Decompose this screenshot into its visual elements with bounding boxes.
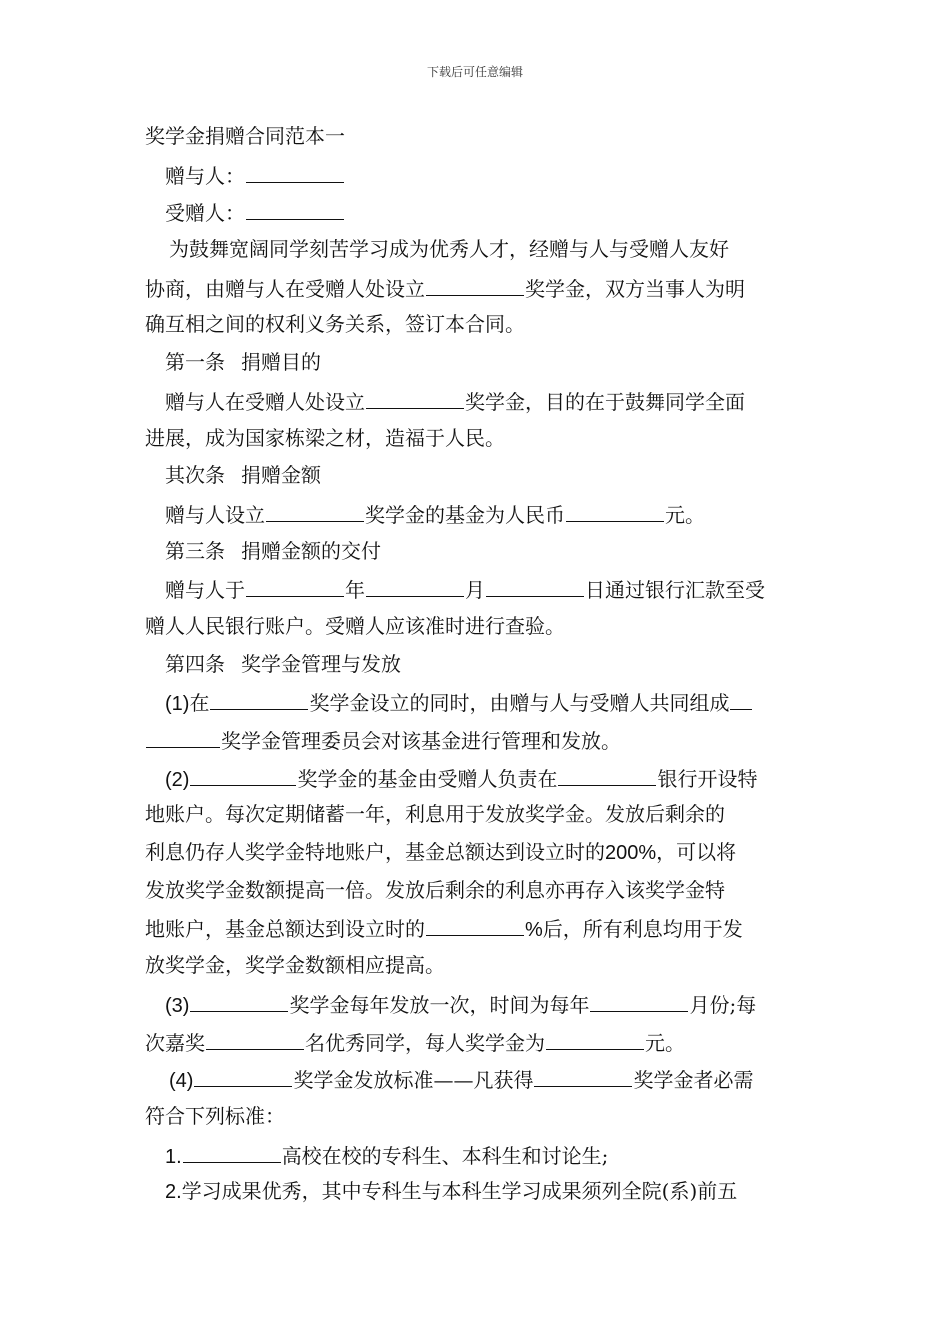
article-3-month-label: 月 bbox=[465, 578, 485, 603]
article-4-number: 第四条 bbox=[165, 651, 225, 676]
donor-label: 赠与人： bbox=[165, 163, 245, 188]
intro-line-1: 为鼓舞宽阔同学刻苦学习成为优秀人才，经赠与人与受赠人友好 bbox=[169, 237, 729, 262]
contract-body bbox=[145, 118, 810, 1211]
p2-text-d: ，可以将 bbox=[656, 840, 737, 865]
criteria-1-text: 高校在校的专科生、本科生和讨论生; bbox=[281, 1143, 609, 1168]
article-1-heading bbox=[145, 344, 810, 382]
article-4-p2-line-5 bbox=[145, 909, 810, 947]
p2-text-c: 利息仍存人奖学金特地账户，基金总额达到设立时的 bbox=[145, 840, 605, 865]
p2-text-b: 银行开设特 bbox=[657, 766, 758, 791]
article-3-text-d: 日通过银行汇款至受 bbox=[585, 578, 765, 603]
p3-text-c: 次嘉奖 bbox=[145, 1030, 205, 1055]
p2-text-f: 后，所有利息均用于发 bbox=[542, 917, 743, 942]
p2-number: (2) bbox=[165, 768, 190, 791]
article-1-text-a: 赠与人在受赠人处设立 bbox=[165, 389, 365, 414]
donor-blank[interactable] bbox=[246, 156, 344, 183]
student-count-blank[interactable] bbox=[206, 1023, 304, 1050]
scholarship-name-blank-6[interactable] bbox=[190, 985, 288, 1012]
p3-text-b: 月份;每 bbox=[689, 992, 757, 1017]
donee-label: 受赠人： bbox=[165, 201, 245, 226]
amount-blank[interactable] bbox=[566, 495, 664, 522]
donee-line bbox=[145, 193, 810, 231]
article-1-line-1 bbox=[145, 382, 810, 420]
p2-percent-sign: % bbox=[525, 919, 543, 942]
intro-line-2 bbox=[145, 269, 810, 307]
scholarship-name-blank-2[interactable] bbox=[366, 382, 464, 409]
university-name-blank[interactable] bbox=[183, 1136, 281, 1163]
p1-text-c: 奖学金管理委员会对该基金进行管理和发放。 bbox=[221, 729, 621, 753]
scholarship-name-blank-4[interactable] bbox=[210, 683, 308, 710]
p4-text-a: 奖学金发放标准——凡获得 bbox=[293, 1068, 534, 1093]
article-3-line-2: 赠人人民银行账户。受赠人应该准时进行查验。 bbox=[145, 613, 565, 638]
p4-number: (4) bbox=[169, 1070, 194, 1093]
p1-number: (1) bbox=[165, 693, 190, 716]
scholarship-name-blank-8[interactable] bbox=[534, 1060, 632, 1087]
scholarship-name-blank-7[interactable] bbox=[194, 1060, 292, 1087]
article-4-p1-line-2 bbox=[145, 721, 810, 759]
article-2-text-c: 元。 bbox=[665, 502, 705, 527]
intro-text-b: 奖学金，双方当事人为明 bbox=[525, 276, 745, 301]
article-4-p2-line-4: 发放奖学金数额提高一倍。发放后剩余的利息亦再存入该奖学金特 bbox=[145, 877, 725, 902]
article-2-text-a: 赠与人设立 bbox=[165, 502, 265, 527]
article-3-text-a: 赠与人于 bbox=[165, 578, 245, 603]
article-2-number: 其次条 bbox=[165, 463, 225, 488]
article-3-heading bbox=[145, 533, 810, 571]
article-3-year-label: 年 bbox=[345, 578, 365, 603]
criteria-2-text: 学习成果优秀，其中专科生与本科生学习成果须列全院(系)前五 bbox=[181, 1179, 738, 1204]
criteria-2-number: 2. bbox=[165, 1181, 182, 1204]
article-2-heading bbox=[145, 457, 810, 495]
p3-text-e: 元。 bbox=[645, 1030, 685, 1055]
award-amount-blank[interactable] bbox=[546, 1023, 644, 1050]
donee-blank[interactable] bbox=[246, 193, 344, 220]
p3-number: (3) bbox=[165, 994, 190, 1017]
article-2-line-1 bbox=[145, 495, 810, 533]
article-1-number: 第一条 bbox=[165, 350, 225, 375]
article-4-p2-line-3 bbox=[145, 834, 810, 872]
p1-text-b: 奖学金设立的同时，由赠与人与受赠人共同组成 bbox=[309, 691, 730, 716]
p3-text-a: 奖学金每年发放一次，时间为每年 bbox=[289, 992, 590, 1017]
month-blank[interactable] bbox=[366, 570, 464, 597]
page-header: 下载后可任意编辑 bbox=[426, 65, 523, 79]
p3-text-d: 名优秀同学，每人奖学金为 bbox=[305, 1030, 545, 1055]
article-1-title: 捐赠目的 bbox=[241, 350, 321, 375]
percent-blank[interactable] bbox=[426, 909, 524, 936]
article-2-text-b: 奖学金的基金为人民币 bbox=[365, 502, 565, 527]
p4-text-b: 奖学金者必需 bbox=[633, 1068, 754, 1093]
article-3-title: 捐赠金额的交付 bbox=[241, 538, 381, 563]
intro-line-3: 确互相之间的权利义务关系，签订本合同。 bbox=[145, 312, 525, 337]
article-3-line-1 bbox=[145, 570, 810, 608]
article-4-heading bbox=[145, 646, 810, 684]
article-4-p2-line-6: 放奖学金，奖学金数额相应提高。 bbox=[145, 953, 445, 978]
document-title: 奖学金捐赠合同范本一 bbox=[145, 124, 345, 148]
article-4-p3-line-1 bbox=[145, 985, 810, 1023]
scholarship-name-blank-1[interactable] bbox=[426, 269, 524, 296]
day-blank[interactable] bbox=[486, 570, 584, 597]
article-4-title: 奖学金管理与发放 bbox=[241, 651, 401, 676]
article-1-text-b: 奖学金，目的在于鼓舞同学全面 bbox=[465, 389, 745, 414]
criteria-1-number: 1. bbox=[165, 1145, 182, 1168]
donor-line bbox=[145, 156, 810, 194]
article-4-p2-line-1 bbox=[145, 759, 810, 797]
article-4-p3-line-2 bbox=[145, 1023, 810, 1061]
bank-name-blank[interactable] bbox=[558, 759, 656, 786]
p2-percent-200: 200% bbox=[605, 842, 657, 865]
article-3-number: 第三条 bbox=[165, 538, 225, 563]
article-4-p4-line-2: 符合下列标准： bbox=[145, 1103, 285, 1128]
article-4-p2-line-2: 地账户。每次定期储蓄一年，利息用于发放奖学金。发放后剩余的 bbox=[145, 802, 725, 827]
committee-blank-part-1[interactable] bbox=[730, 683, 752, 710]
p2-text-e: 地账户，基金总额达到设立时的 bbox=[145, 917, 425, 942]
p1-text-a: 在 bbox=[189, 691, 210, 716]
article-2-title: 捐赠金额 bbox=[241, 463, 321, 488]
scholarship-name-blank-3[interactable] bbox=[266, 495, 364, 522]
article-4-p4-line-1 bbox=[145, 1060, 810, 1098]
p2-text-a: 奖学金的基金由受赠人负责在 bbox=[297, 766, 558, 791]
committee-blank-part-2[interactable] bbox=[146, 721, 220, 748]
article-1-line-2: 进展，成为国家栋梁之材，造福于人民。 bbox=[145, 425, 505, 450]
year-blank[interactable] bbox=[246, 570, 344, 597]
criteria-item-2 bbox=[145, 1173, 810, 1211]
scholarship-name-blank-5[interactable] bbox=[190, 759, 296, 786]
intro-text-a: 协商，由赠与人在受赠人处设立 bbox=[145, 276, 425, 301]
award-month-blank[interactable] bbox=[590, 985, 688, 1012]
article-4-p1-line-1 bbox=[145, 683, 810, 721]
criteria-item-1 bbox=[145, 1136, 810, 1174]
